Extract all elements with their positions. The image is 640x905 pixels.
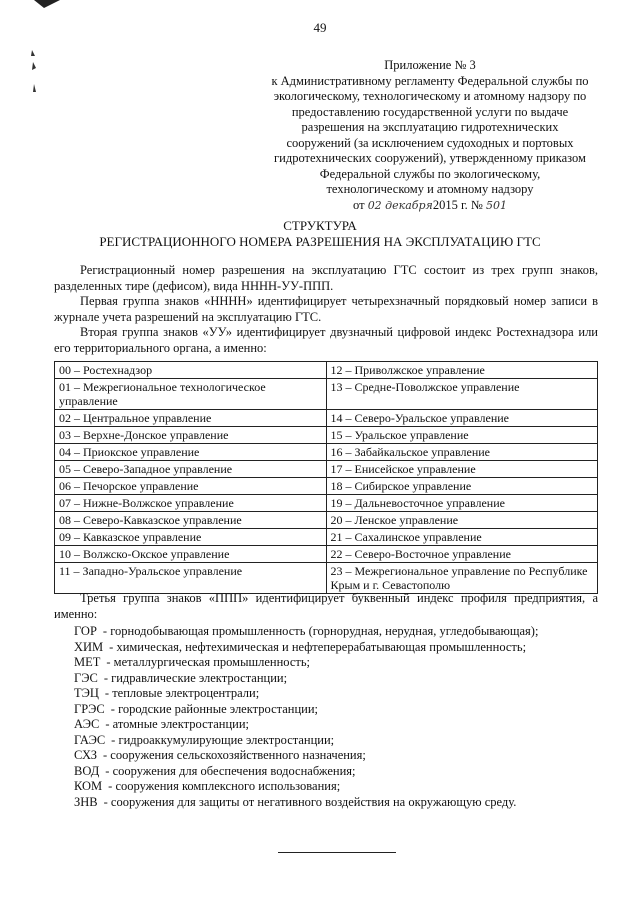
table-cell: 03 – Верхне-Донское управление bbox=[55, 427, 327, 444]
profile-description: - городские районные электростанции; bbox=[110, 701, 319, 716]
profile-code: МЕТ bbox=[74, 655, 101, 669]
date-year: 2015 г. № bbox=[432, 197, 483, 212]
signature-divider bbox=[278, 852, 396, 853]
profile-code: ГАЭС bbox=[74, 732, 106, 747]
profile-code: КОМ bbox=[74, 779, 103, 793]
approval-line: сооружений (за исключением судоходных и портовых bbox=[286, 135, 574, 150]
table-cell: 21 – Сахалинское управление bbox=[326, 529, 598, 546]
scan-corner-mark bbox=[34, 0, 62, 12]
approval-line: предоставлению государственной услуги по выдаче bbox=[291, 104, 569, 119]
list-item bbox=[74, 655, 598, 671]
profile-description: - сооружения для обеспечения водоснабжения; bbox=[105, 763, 356, 778]
paragraph-third-group: Третья группа знаков «ППП» идентифицирует буквенный индекс профиля предприятия, а именно: bbox=[54, 591, 598, 621]
table-row bbox=[55, 495, 598, 512]
table-cell: 17 – Енисейское управление bbox=[326, 461, 598, 478]
paragraph-structure: Регистрационный номер разрешения на эксплуатацию ГТС состоит из трех групп знаков, разделенных тире (дефисом), вида НННН-УУ-ППП. bbox=[54, 263, 598, 293]
approval-line: гидротехнических сооружений), утвержденному приказом bbox=[274, 151, 586, 165]
approval-block bbox=[262, 58, 598, 213]
profile-code: СХЗ bbox=[74, 748, 97, 762]
profile-codes-list bbox=[74, 624, 598, 810]
table-cell: 20 – Ленское управление bbox=[326, 512, 598, 529]
profile-description: - сооружения для защиты от негативного воздействия на окружающую среду. bbox=[103, 794, 517, 809]
table-cell: 22 – Северо-Восточное управление bbox=[326, 546, 598, 563]
list-item bbox=[74, 671, 598, 687]
profile-code: ХИМ bbox=[74, 639, 104, 654]
profile-code: ГЭС bbox=[74, 670, 98, 685]
date-prefix: от bbox=[353, 197, 365, 212]
table-cell: 16 – Забайкальское управление bbox=[326, 444, 598, 461]
table-cell: 01 – Межрегиональное технологическое управление bbox=[55, 379, 327, 410]
profile-code: АЭС bbox=[74, 717, 100, 731]
table-cell: 09 – Кавказское управление bbox=[55, 529, 327, 546]
list-item bbox=[74, 795, 598, 811]
page-number: 49 bbox=[313, 20, 327, 35]
list-item bbox=[74, 779, 598, 795]
profile-code: ГОР bbox=[74, 624, 97, 638]
table-cell: 13 – Средне-Поволжское управление bbox=[326, 379, 598, 410]
title-line-1: СТРУКТУРА bbox=[283, 218, 357, 233]
list-item bbox=[74, 733, 598, 749]
list-item bbox=[74, 686, 598, 702]
profile-description: - тепловые электроцентрали; bbox=[104, 686, 260, 700]
table-row bbox=[55, 512, 598, 529]
table-cell: 23 – Межрегиональное управление по Республике Крым и г. Севастополю bbox=[326, 563, 598, 594]
table-row bbox=[55, 478, 598, 495]
paragraph-first-group: Первая группа знаков «НННН» идентифицирует четырехзначный порядковый номер записи в журнале учета разрешений на эксплуатацию ГТС. bbox=[54, 294, 598, 324]
profile-code: ВОД bbox=[74, 763, 100, 778]
profile-description: - металлургическая промышленность; bbox=[106, 655, 310, 669]
list-item bbox=[74, 624, 598, 640]
table-cell: 15 – Уральское управление bbox=[326, 427, 598, 444]
list-item bbox=[74, 640, 598, 656]
paragraph-second-group: Вторая группа знаков «УУ» идентифицирует двузначный цифровой индекс Ростехнадзора или его территориального органа, а именно: bbox=[54, 325, 598, 355]
approval-line: Федеральной службы по экологическому, bbox=[319, 166, 541, 181]
table-row bbox=[55, 444, 598, 461]
handwritten-date: 02 декабря bbox=[367, 198, 433, 212]
table-cell: 08 – Северо-Кавказское управление bbox=[55, 512, 327, 529]
title-line-2: РЕГИСТРАЦИОННОГО НОМЕРА РАЗРЕШЕНИЯ НА ЭКСПЛУАТАЦИЮ ГТС bbox=[99, 234, 541, 249]
table-cell: 00 – Ростехнадзор bbox=[55, 362, 327, 379]
approval-date-line bbox=[262, 198, 598, 214]
profile-code: ГРЭС bbox=[74, 701, 105, 716]
hole-punch-marks-icon bbox=[26, 48, 42, 98]
list-item bbox=[74, 702, 598, 718]
list-item bbox=[74, 717, 598, 733]
approval-line: технологическому и атомному надзору bbox=[326, 182, 534, 196]
table-cell: 10 – Волжско-Окское управление bbox=[55, 546, 327, 563]
approval-line: экологическому, технологическому и атомному надзору по bbox=[273, 89, 587, 103]
document-title bbox=[0, 218, 640, 250]
profile-code: ТЭЦ bbox=[74, 686, 99, 700]
profile-description: - гидроаккумулирующие электростанции; bbox=[111, 732, 335, 747]
table-cell: 02 – Центральное управление bbox=[55, 410, 327, 427]
table-cell: 18 – Сибирское управление bbox=[326, 478, 598, 495]
table-row bbox=[55, 427, 598, 444]
appendix-title: Приложение № 3 bbox=[384, 58, 476, 72]
profile-description: - горнодобывающая промышленность (горнорудная, нерудная, угледобывающая); bbox=[102, 624, 539, 638]
table-cell: 11 – Западно-Уральское управление bbox=[55, 563, 327, 594]
table-row bbox=[55, 410, 598, 427]
handwritten-number: 501 bbox=[485, 198, 507, 212]
table-cell: 14 – Северо-Уральское управление bbox=[326, 410, 598, 427]
table-row bbox=[55, 362, 598, 379]
table-row bbox=[55, 529, 598, 546]
table-cell: 05 – Северо-Западное управление bbox=[55, 461, 327, 478]
profile-description: - химическая, нефтехимическая и нефтеперерабатывающая промышленность; bbox=[109, 639, 527, 654]
table-row bbox=[55, 546, 598, 563]
table-row bbox=[55, 563, 598, 594]
profile-description: - атомные электростанции; bbox=[105, 717, 250, 731]
approval-line: разрешения на эксплуатацию гидротехнических bbox=[301, 120, 559, 134]
regions-table bbox=[54, 361, 598, 594]
table-cell: 04 – Приокское управление bbox=[55, 444, 327, 461]
table-cell: 07 – Нижне-Волжское управление bbox=[55, 495, 327, 512]
list-item bbox=[74, 748, 598, 764]
profile-code: ЗНВ bbox=[74, 794, 98, 809]
table-cell: 19 – Дальневосточное управление bbox=[326, 495, 598, 512]
table-cell: 12 – Приволжское управление bbox=[326, 362, 598, 379]
profile-description: - сооружения комплексного использования; bbox=[108, 779, 341, 793]
table-row bbox=[55, 379, 598, 410]
list-item bbox=[74, 764, 598, 780]
profile-description: - гидравлические электростанции; bbox=[103, 670, 288, 685]
profile-description: - сооружения сельскохозяйственного назначения; bbox=[103, 748, 366, 762]
approval-line: к Административному регламенту Федеральной службы по bbox=[271, 73, 589, 88]
table-row bbox=[55, 461, 598, 478]
table-cell: 06 – Печорское управление bbox=[55, 478, 327, 495]
